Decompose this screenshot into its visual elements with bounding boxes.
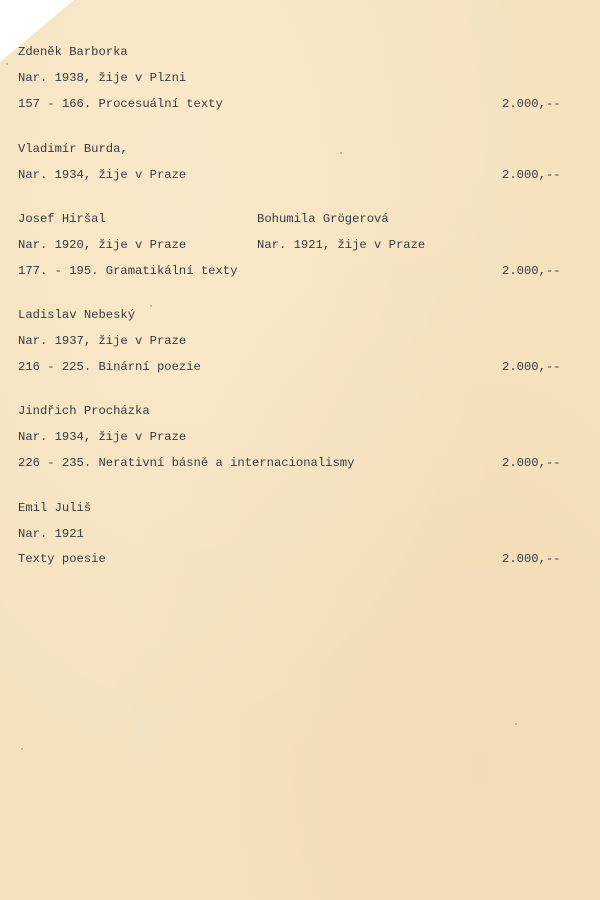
- entry-3-name: Josef Hiršal: [18, 212, 106, 226]
- paper-speck: [150, 305, 152, 307]
- entry-6-works: Texty poesie: [18, 552, 106, 566]
- paper-speck: [6, 63, 8, 65]
- entry-6-amount: 2.000,--: [502, 552, 561, 566]
- entry-5-info: Nar. 1934, žije v Praze: [18, 430, 187, 444]
- entry-6-info: Nar. 1921: [18, 527, 84, 541]
- entry-1-name: Zdeněk Barborka: [18, 45, 128, 59]
- entry-2-info: Nar. 1934, žije v Praze: [18, 168, 187, 182]
- entry-5-amount: 2.000,--: [502, 456, 561, 470]
- entry-1-works: 157 - 166. Procesuální texty: [18, 97, 223, 111]
- entry-5-works: 226 - 235. Nerativní básně a internacionalismy: [18, 456, 355, 470]
- entry-4-amount: 2.000,--: [502, 360, 561, 374]
- entry-2-amount: 2.000,--: [502, 168, 561, 182]
- entry-6-name: Emil Juliš: [18, 501, 92, 515]
- entry-3-works: 177. - 195. Gramatikální texty: [18, 264, 238, 278]
- entry-1-amount: 2.000,--: [502, 97, 561, 111]
- entry-3-info-2: Nar. 1921, žije v Praze: [257, 238, 426, 252]
- paper-speck: [21, 748, 23, 750]
- entry-2-name: Vladimír Burda,: [18, 142, 128, 156]
- entry-1-info: Nar. 1938, žije v Plzni: [18, 71, 187, 85]
- entry-3-amount: 2.000,--: [502, 264, 561, 278]
- paper-speck: [515, 723, 517, 725]
- paper-speck: [340, 152, 342, 154]
- entry-5-name: Jindřich Procházka: [18, 404, 150, 418]
- entry-3-name-2: Bohumila Grögerová: [257, 212, 389, 226]
- entry-3-info: Nar. 1920, žije v Praze: [18, 238, 187, 252]
- entry-4-name: Ladislav Nebeský: [18, 308, 136, 322]
- entry-4-works: 216 - 225. Binární poezie: [18, 360, 201, 374]
- entry-4-info: Nar. 1937, žije v Praze: [18, 334, 187, 348]
